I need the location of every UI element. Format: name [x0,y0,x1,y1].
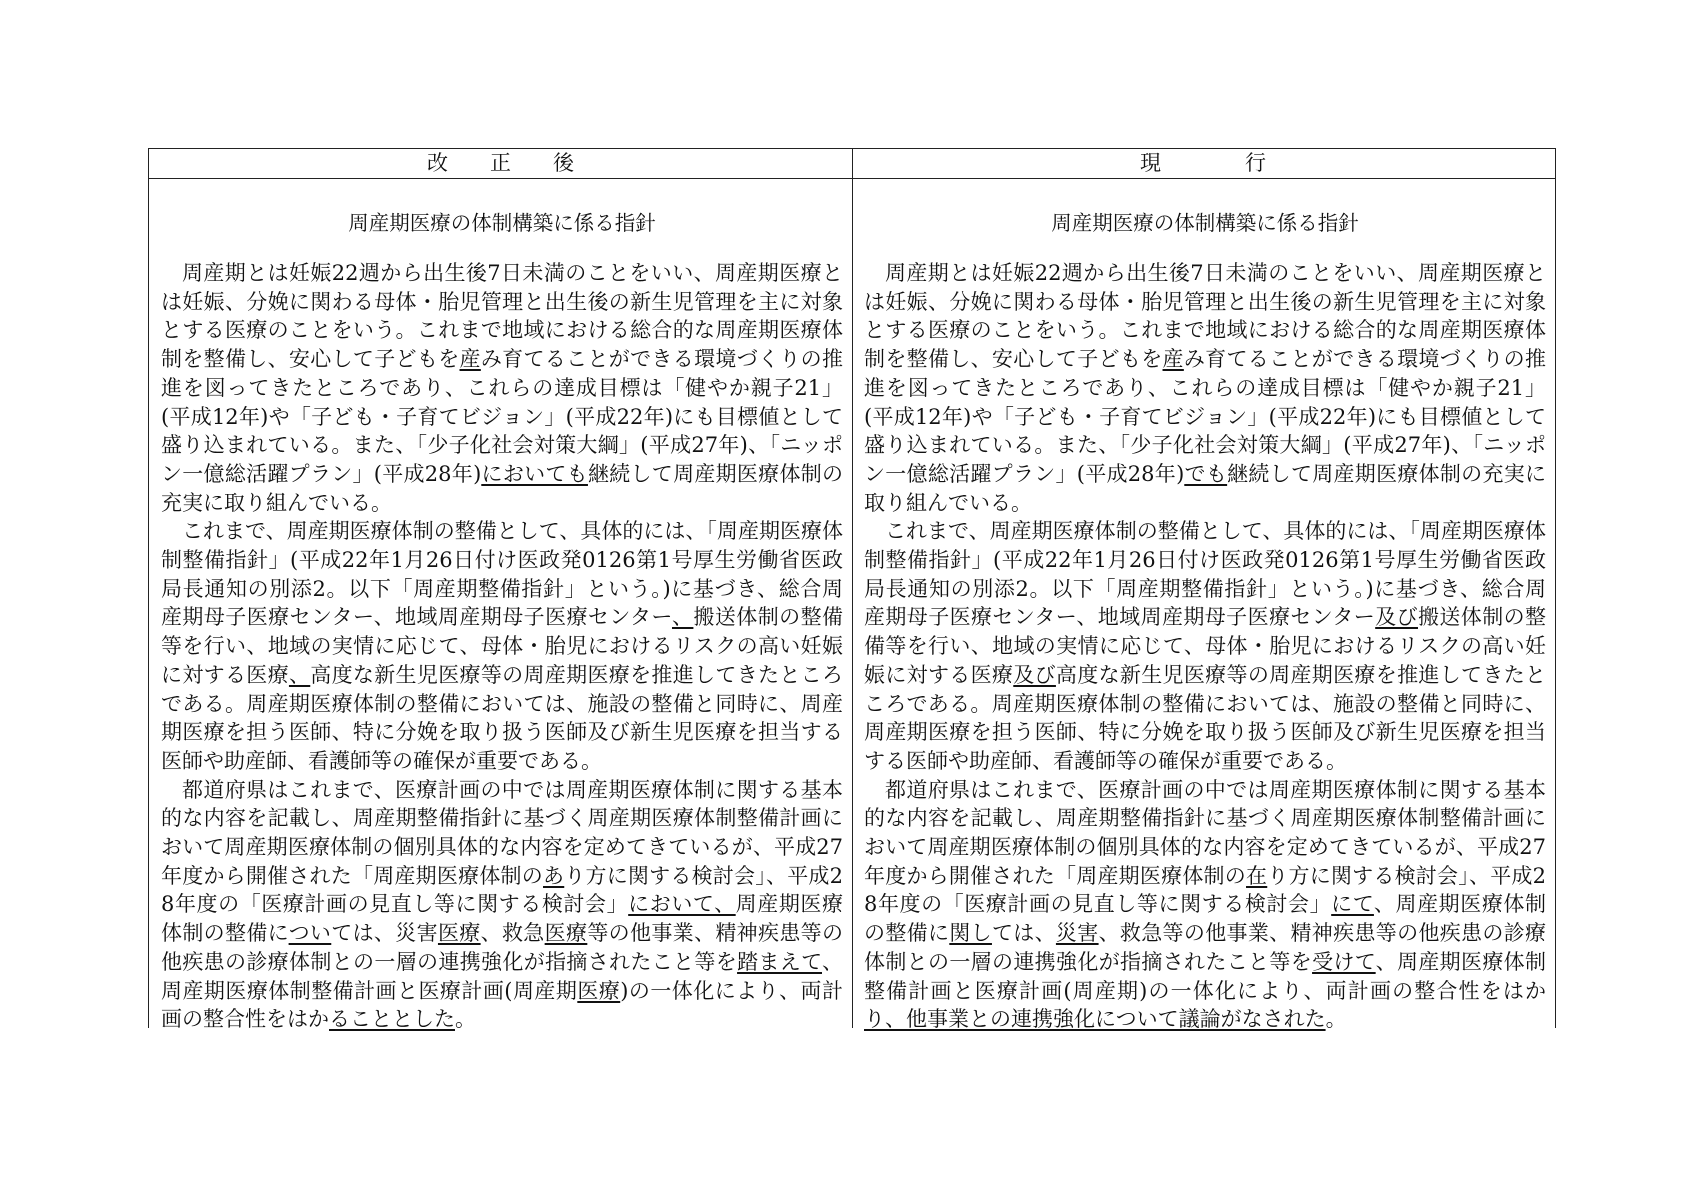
text-segment: 搬送体制の整備等を行い、地域の実情に応じて、母体・胎児におけるリスクの高い妊娠に対する医療 [161,605,844,687]
underlined-change: つい [288,921,332,946]
underlined-change: 災害 [1055,921,1099,946]
text-segment: 高度な新生児医療等の周産期医療を推進してきたところである。周産期医療体制の整備においては、施設の整備と同時に、周産期医療を担う医師、特に分娩を取り扱う医師及び新生児医療を担当する医師や助産師、看護師等の確保が重要である。 [864,662,1547,773]
current-title: 周産期医療の体制構築に係る指針 [1051,211,1359,235]
underlined-change: あ [543,863,565,888]
underlined-change: において、 [628,892,736,917]
text-segment: これまで、周産期医療体制の整備として、具体的には、「周産期医療体制整備指針」(平成22年1月26日付け医政発0126第1号厚生労働省医政局長通知の別添2。以下「周産期整備指針」という。)に基づき、総合周産期母子医療センター、地域周産期母子医療センター [864,519,1546,630]
text-segment: 、周産期医療体制整備計画と医療計画(周産期)の一体化により、両計画の整合性をはか [864,949,1547,1003]
text-segment: 。 [455,1007,476,1032]
underlined-change: 及び [1013,662,1056,687]
underlined-change: 在 [1246,863,1268,888]
text-segment: 等の他事業、精神疾患等の他疾患の診療体制との一層の連携強化が指摘されたこと等を [161,921,844,974]
revised-title: 周産期医療の体制構築に係る指針 [348,211,656,235]
revised-paragraph [161,517,843,775]
current-paragraph [864,517,1546,775]
underlined-change: にて [1331,892,1374,917]
text-segment: 周産期医療体制の整備に [161,892,844,946]
comparison-table [148,148,1556,1032]
underlined-change: 医療 [437,921,481,946]
underlined-change: 関し [949,921,992,946]
text-segment: り方に関する検討会」、平成28年度の「医療計画の見直し等に関する検討会」 [864,863,1547,917]
underlined-change: でも [1184,461,1228,486]
underlined-change: 及び [1375,605,1418,630]
text-segment: )の一体化により、両計画の整合性をはか [161,978,843,1032]
underlined-change: 受けて [1312,949,1376,974]
text-segment: 都道府県はこれまで、医療計画の中では周産期医療体制に関する基本的な内容を記載し、周産期整備指針に基づく周産期医療体制整備計画において周産期医療体制の個別具体的な内容を定めてきているが、平成27年度から開催された「周産期医療体制の [864,777,1546,888]
underlined-change: ることとした [329,1007,455,1032]
underlined-change: 医療 [577,978,621,1003]
text-segment: 継続して周産期医療体制の充実に取り組んでいる。 [864,461,1547,515]
header-revised: 改 正 後 [427,151,574,175]
current-body [864,259,1546,1034]
text-segment: これまで、周産期医療体制の整備として、具体的には、「周産期医療体制整備指針」(平成22年1月26日付け医政発0126第1号厚生労働省医政局長通知の別添2。以下「周産期整備指針」という。)に基づき、総合周産期母子医療センター、地域周産期母子医療センター [161,519,843,630]
underlined-change: 産 [459,347,481,372]
underlined-change: 踏まえて [737,949,822,974]
revised-column [161,179,843,1034]
text-segment: ては、 [991,921,1056,946]
text-segment: 周産期とは妊娠22週から出生後7日未満のことをいい、周産期医療とは妊娠、分娩に関わる母体・胎児管理と出生後の新生児管理を主に対象とする医療のことをいう。これまで地域における総合的な周産期医療体制を整備し、安心して子どもを [864,261,1546,372]
underlined-change: 、 [671,605,694,630]
underlined-change: 、 [288,662,311,687]
text-segment: 都道府県はこれまで、医療計画の中では周産期医療体制に関する基本的な内容を記載し、周産期整備指針に基づく周産期医療体制整備計画において周産期医療体制の個別具体的な内容を定めてきているが、平成27年度から開催された「周産期医療体制の [161,777,843,888]
text-segment: 周産期とは妊娠22週から出生後7日未満のことをいい、周産期医療とは妊娠、分娩に関わる母体・胎児管理と出生後の新生児管理を主に対象とする医療のことをいう。これまで地域における総合的な周産期医療体制を整備し、安心して子どもを [161,261,843,372]
header-current: 現 行 [1140,151,1266,175]
underlined-change: り、他事業との連携強化について議論がなされた [864,1007,1326,1032]
underlined-change: 産 [1162,347,1184,372]
revised-body [161,259,843,1034]
text-segment: 、救急 [480,921,545,946]
text-segment: 、周産期医療体制の整備に [864,892,1546,946]
current-paragraph [864,259,1546,517]
underlined-change: 医療 [544,921,588,946]
column-divider [852,149,853,1028]
text-segment: ては、災害 [331,921,438,946]
text-segment: 。 [1325,1007,1347,1032]
underlined-change: においても [481,461,588,486]
text-segment: 、救急等の他事業、精神疾患等の他疾患の診療体制との一層の連携強化が指摘されたこと等を [864,921,1547,974]
text-segment: り方に関する検討会」、平成28年度の「医療計画の見直し等に関する検討会」 [161,863,844,917]
revised-paragraph [161,259,843,517]
current-column [864,179,1546,1034]
revised-paragraph [161,776,843,1034]
text-segment: 高度な新生児医療等の周産期医療を推進してきたところである。周産期医療体制の整備においては、施設の整備と同時に、周産期医療を担う医師、特に分娩を取り扱う医師及び新生児医療を担当する医師や助産師、看護師等の確保が重要である。 [161,662,844,773]
text-segment: み育てることができる環境づくりの推進を図ってきたところであり、これらの達成目標は「健やか親子21」(平成12年)や「子ども・子育てビジョン」(平成22年)にも目標値として盛り込まれている。また、「少子化社会対策大綱」(平成27年)、「ニッポン一億総活躍プラン」(平成28年) [161,347,844,486]
text-segment: 、周産期医療体制整備計画と医療計画(周産期 [161,949,843,1003]
text-segment: 継続して周産期医療体制の充実に取り組んでいる。 [161,461,844,515]
current-paragraph [864,776,1546,1034]
text-segment: 搬送体制の整備等を行い、地域の実情に応じて、母体・胎児におけるリスクの高い妊娠に対する医療 [864,605,1547,687]
text-segment: み育てることができる環境づくりの推進を図ってきたところであり、これらの達成目標は「健やか親子21」(平成12年)や「子ども・子育てビジョン」(平成22年)にも目標値として盛り込まれている。また、「少子化社会対策大綱」(平成27年)、「ニッポン一億総活躍プラン」(平成28年) [864,347,1547,486]
